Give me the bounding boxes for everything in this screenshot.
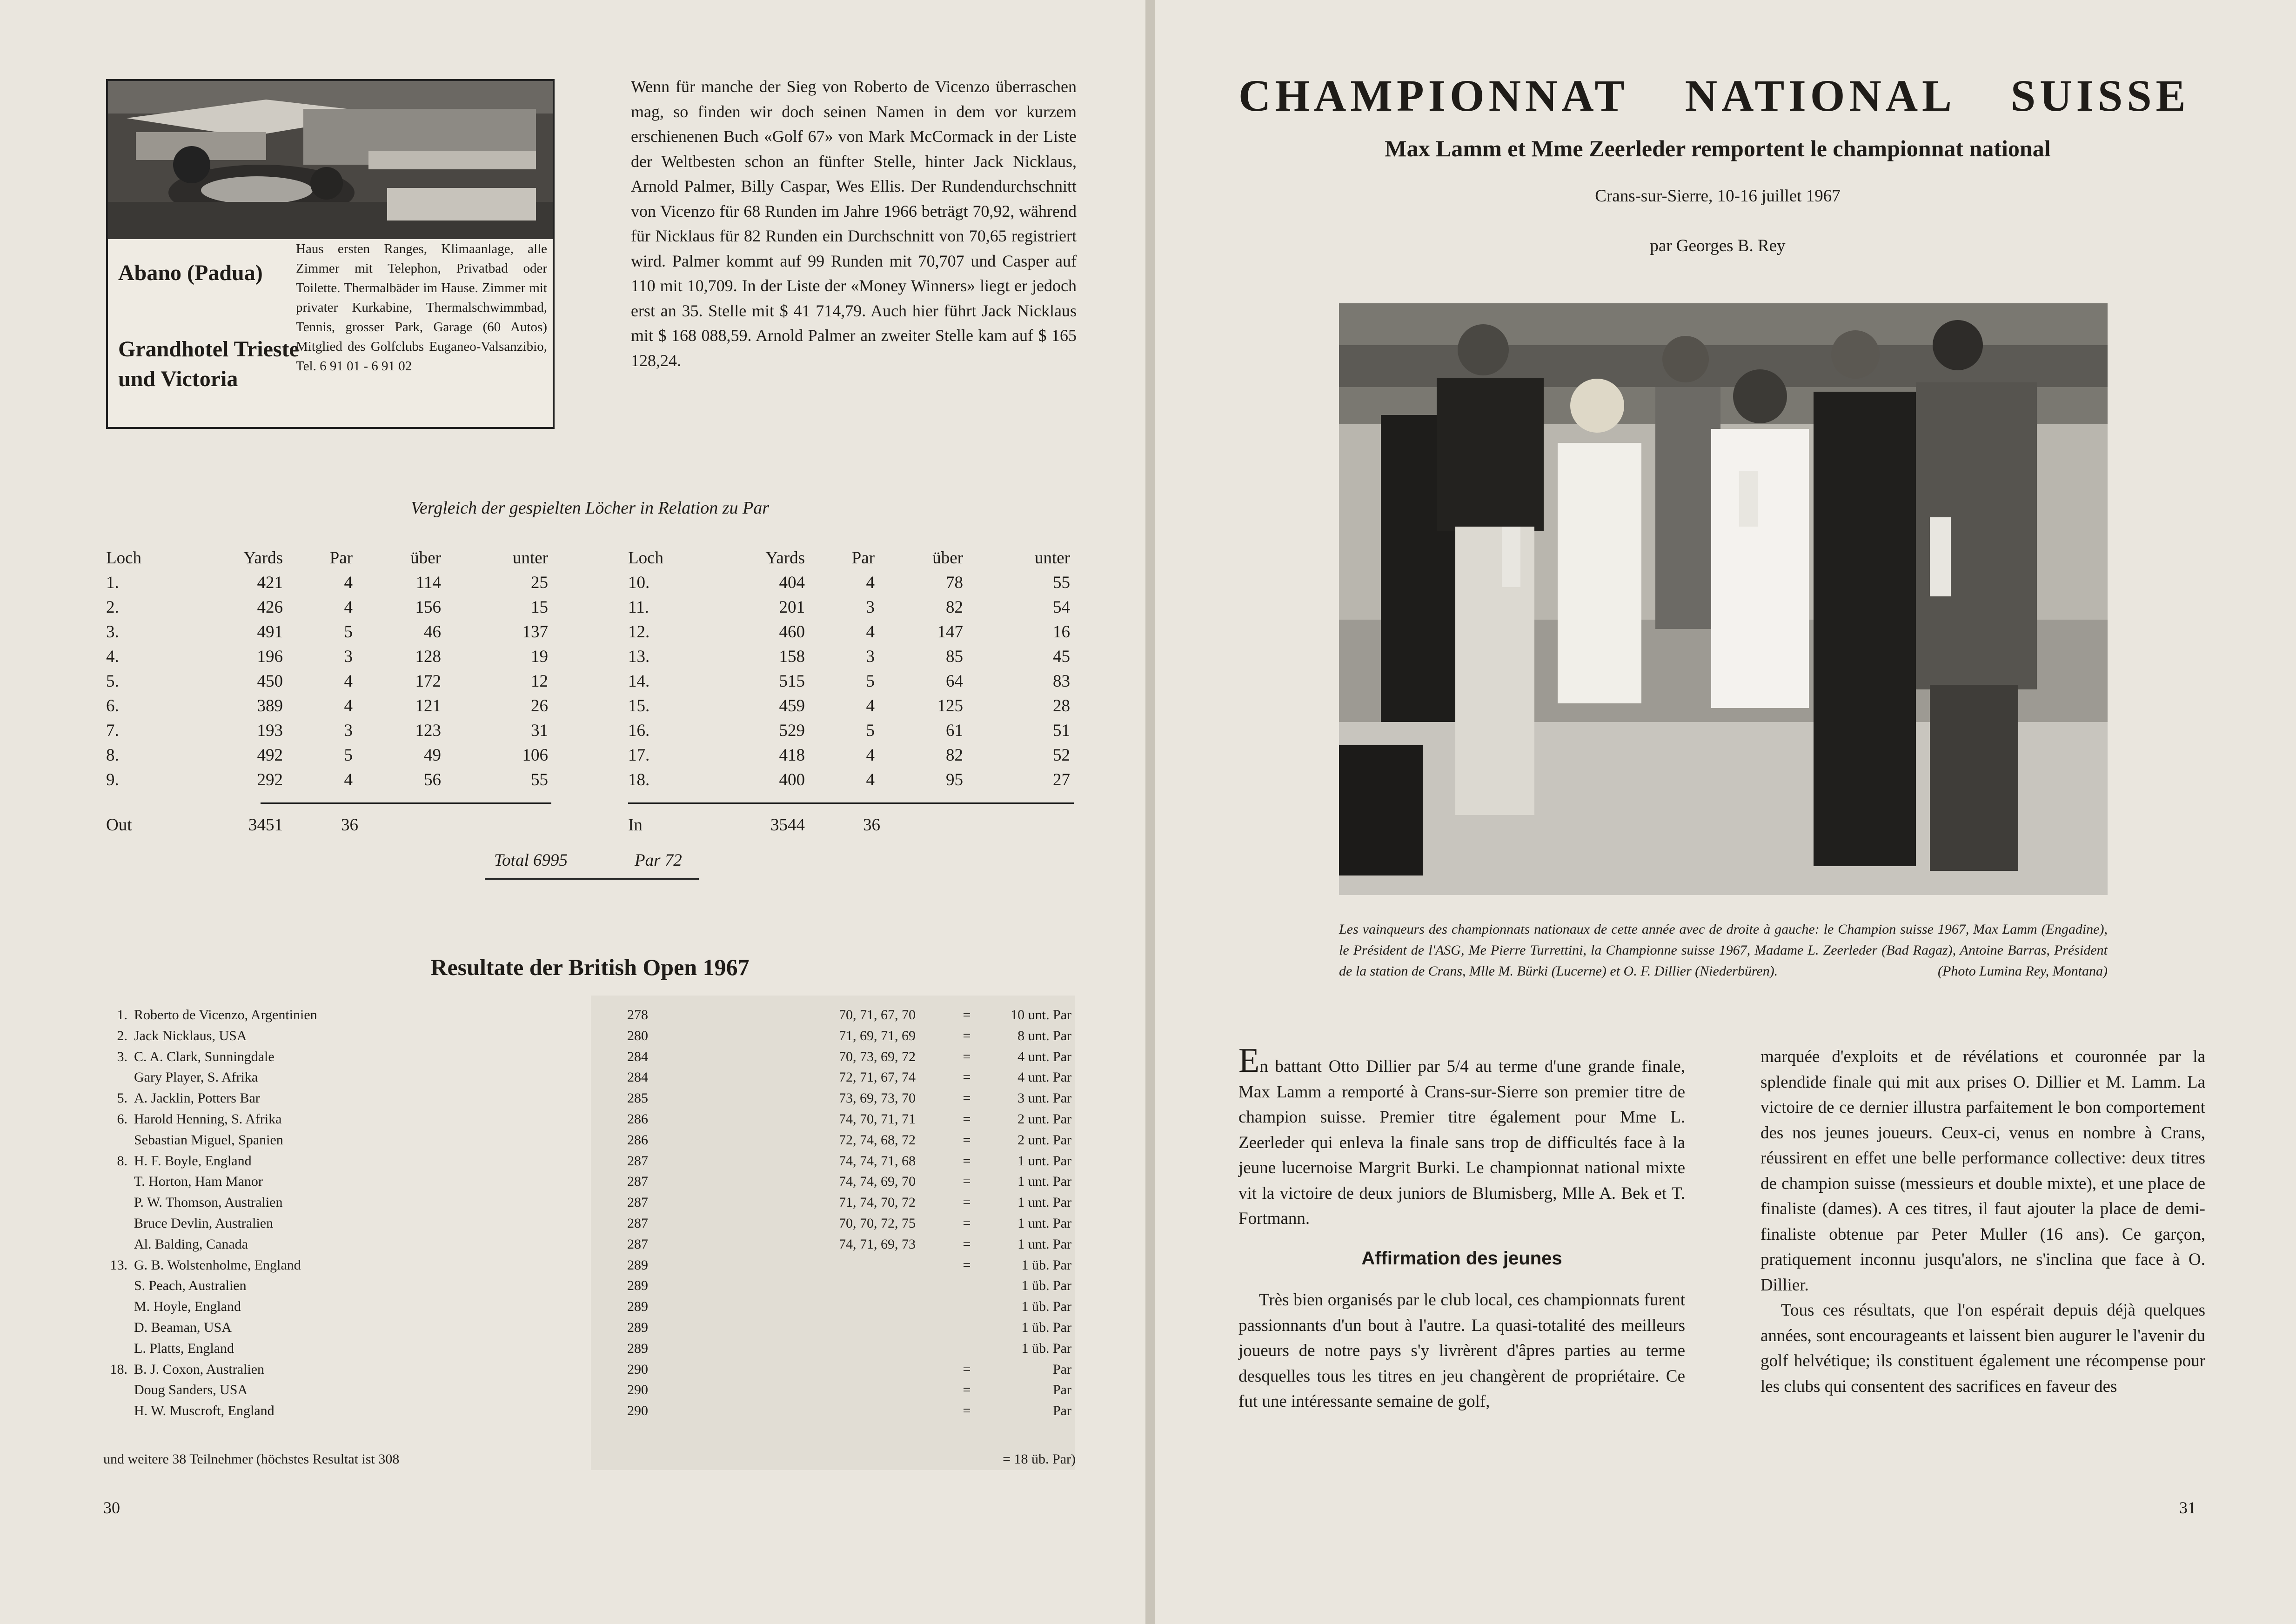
- table-cell: 54: [1053, 598, 1070, 617]
- in-label: In: [628, 815, 643, 835]
- table-header-row: [106, 548, 552, 573]
- table-row: [106, 745, 552, 770]
- table-cell: 5: [344, 746, 353, 765]
- table-cell: 125: [937, 696, 963, 715]
- result-row: [106, 1362, 1074, 1383]
- table-cell: 12.: [628, 622, 650, 642]
- table-cell: 95: [946, 770, 963, 789]
- left-page: [0, 0, 1145, 1624]
- total-par: Par 72: [635, 851, 682, 870]
- article-subtitle: Max Lamm et Mme Zeerleder remportent le championnat national: [1385, 135, 2051, 161]
- relative-to-par: 1 unt. Par: [1017, 1236, 1071, 1252]
- table-cell: 4: [344, 573, 353, 592]
- table-cell: 14.: [628, 672, 650, 691]
- table-cell: 529: [779, 721, 805, 740]
- comparison-total: [485, 850, 699, 875]
- table-row: [106, 696, 552, 721]
- out-yards: 3451: [248, 815, 283, 835]
- relative-to-par: 1 unt. Par: [1017, 1174, 1071, 1190]
- player-name: B. J. Coxon, Australien: [134, 1361, 265, 1377]
- table-cell: 4: [866, 746, 875, 765]
- relative-to-par: 4 unt. Par: [1017, 1049, 1071, 1064]
- table-cell: 404: [779, 573, 805, 592]
- table-cell: 5: [866, 721, 875, 740]
- table-cell: 1.: [106, 573, 119, 592]
- column-header: Loch: [106, 548, 142, 568]
- relative-to-par: 2 unt. Par: [1017, 1111, 1071, 1127]
- article-paragraph-4: Tous ces résultats, que l'on espérait depuis déjà quelques années, sont encourageants et laissent bien augurer le l'avenir du golf helvétique; ils constituent également une récompense pour les clubs qui consentent des sacrifices en faveur des: [1760, 1301, 2205, 1396]
- table-cell: 52: [1053, 746, 1070, 765]
- book-gutter: [1145, 0, 1155, 1624]
- equals-sign: =: [963, 1111, 971, 1127]
- equals-sign: =: [963, 1174, 971, 1190]
- table-cell: 83: [1053, 672, 1070, 691]
- table-divider-front: [261, 802, 551, 804]
- page-number-left: 30: [103, 1498, 120, 1517]
- result-row: [106, 1320, 1074, 1341]
- table-cell: 17.: [628, 746, 650, 765]
- relative-to-par: 1 üb. Par: [1021, 1319, 1071, 1335]
- table-row: [106, 671, 552, 696]
- result-row: [106, 1069, 1074, 1090]
- table-cell: 4: [344, 598, 353, 617]
- table-row: [628, 745, 1074, 770]
- out-par: 36: [341, 815, 358, 835]
- table-cell: 3: [866, 647, 875, 666]
- result-row: [106, 1049, 1074, 1070]
- ad-city: Abano (Padua): [118, 261, 263, 285]
- table-cell: 9.: [106, 770, 119, 789]
- player-rounds: 73, 69, 73, 70: [839, 1090, 916, 1106]
- article-paragraph-2: Très bien organisés par le club local, ces championnats furent passionnants d'un bout à l'autre. La quasi-totalité des meilleurs joueurs de notre pays s'y livrèrent d'âpres parties au terme desquelles tous les titres en jeu changèrent de propriétaire. Ce fut une intéressante semaine de golf,: [1238, 1290, 1685, 1411]
- table-cell: 11.: [628, 598, 649, 617]
- player-total: 287: [627, 1153, 648, 1169]
- table-cell: 172: [415, 672, 441, 691]
- player-total: 289: [627, 1278, 648, 1294]
- table-cell: 114: [415, 573, 441, 592]
- player-rounds: 71, 74, 70, 72: [839, 1195, 916, 1210]
- comparison-out-row: [106, 815, 552, 840]
- article-column-1: [1238, 1042, 1685, 1415]
- table-cell: 4: [866, 622, 875, 642]
- player-total: 287: [627, 1195, 648, 1210]
- relative-to-par: Par: [1053, 1361, 1071, 1377]
- table-cell: 49: [424, 746, 441, 765]
- table-cell: 56: [424, 770, 441, 789]
- article-title: CHAMPIONNAT NATIONAL SUISSE: [1238, 71, 2190, 120]
- relative-to-par: 1 unt. Par: [1017, 1195, 1071, 1210]
- table-cell: 158: [779, 647, 805, 666]
- player-rounds: 74, 74, 69, 70: [839, 1174, 916, 1190]
- table-cell: 25: [531, 573, 548, 592]
- relative-to-par: 3 unt. Par: [1017, 1090, 1071, 1106]
- table-cell: 418: [779, 746, 805, 765]
- table-cell: 3.: [106, 622, 119, 642]
- result-row: [106, 1153, 1074, 1174]
- table-cell: 450: [257, 672, 283, 691]
- paragraph-1-text: n battant Otto Dillier par 5/4 au terme d'une grande finale, Max Lamm a remporté à Crans-sur-Sierre son premier titre de champion suisse. Premier titre également pour Mme L. Zeerleder qui enleva la finale sans trop de difficultés face à la jeune lucernoise Margrit Burki. Le championnat national mixte vit la victoire de deux juniors de Blumisberg, Mlle A. Bek et T. Fortmann.: [1238, 1057, 1685, 1228]
- table-cell: 389: [257, 696, 283, 715]
- table-cell: 4: [866, 696, 875, 715]
- player-name: Doug Sanders, USA: [134, 1382, 248, 1398]
- table-cell: 85: [946, 647, 963, 666]
- relative-to-par: 1 üb. Par: [1021, 1278, 1071, 1294]
- intro-paragraph: Wenn für manche der Sieg von Roberto de Vicenzo überraschen mag, so finden wir doch seinen Namen in dem vor kurzem erschienenen Buch «Golf 67» von Mark McCormack in der Liste der Weltbesten schon an fünfter Stelle, hinter Jack Nicklaus, Arnold Palmer, Billy Caspar, Wes Ellis. Der Rundendurchschnitt von Vicenzo für 68 Runden im Jahre 1966 beträgt 70,92, während für Nicklaus für 82 Runden ein Durchschnitt von 70,65 registriert wird. Palmer kommt auf 99 Runden mit 70,707 und Casper auf 110 mit 10,709. In der Liste der «Money Winners» liegt er jedoch erst an 35. Stelle mit $ 41 714,79. Auch hier führt Jack Nicklaus mit $ 168 088,59. Arnold Palmer an zweiter Stelle kam auf $ 165 128,24.: [631, 77, 1077, 370]
- result-row: [106, 1216, 1074, 1236]
- table-row: [106, 597, 552, 622]
- table-cell: 8.: [106, 746, 119, 765]
- comparison-in-row: [628, 815, 1074, 840]
- player-name: G. B. Wolstenholme, England: [134, 1257, 301, 1273]
- table-row: [628, 647, 1074, 671]
- table-row: [628, 622, 1074, 647]
- player-name: T. Horton, Ham Manor: [134, 1174, 263, 1190]
- player-rounds: 74, 70, 71, 71: [839, 1111, 916, 1127]
- table-cell: 4: [344, 672, 353, 691]
- table-cell: 4: [866, 573, 875, 592]
- article-paragraph-3: marquée d'exploits et de révélations et couronnée par la splendide finale qui mit aux prises O. Dillier et M. Lamm. La victoire de ce dernier illustra parfaitement le bon comportement des nos jeunes joueurs. Ceux-ci, venus en nombre à Crans, réussirent en effet une belle performance collective: deux titres de champion suisse (messieurs et double mixte), et une place de finaliste (dames). A ces titres, il faut ajouter la place de demi-finaliste obtenue par Peter Muller (16 ans). Ce garçon, pratiquement inconnu jusqu'alors, ne s'inclina que face à O. Dillier.: [1760, 1047, 2205, 1295]
- relative-to-par: 10 unt. Par: [1011, 1007, 1071, 1023]
- table-row: [628, 721, 1074, 745]
- relative-to-par: 8 unt. Par: [1017, 1028, 1071, 1043]
- out-label: Out: [106, 815, 132, 835]
- article-date-place: Crans-sur-Sierre, 10-16 juillet 1967: [1595, 187, 1841, 206]
- table-cell: 193: [257, 721, 283, 740]
- ad-description: Haus ersten Ranges, Klimaanlage, alle Zimmer mit Telephon, Privatbad oder Toilette. Thermalbäder im Hause. Zimmer mit privater Kurkabine, Thermalschwimmbad, Tennis, grosser Park, Garage (60 Autos) Mitglied des Golfclubs Euganeo-Valsanzibio, Tel. 6 91 01 - 6 91 02: [296, 241, 547, 374]
- photo-caption: [1339, 919, 2108, 982]
- table-cell: 2.: [106, 598, 119, 617]
- equals-sign: =: [963, 1049, 971, 1064]
- player-name: L. Platts, England: [134, 1340, 234, 1356]
- table-cell: 4: [344, 770, 353, 789]
- table-cell: 15: [531, 598, 548, 617]
- right-page: [1155, 0, 2296, 1624]
- table-cell: 28: [1053, 696, 1070, 715]
- ad-hotel-name: Grandhotel Trieste und Victoria: [118, 337, 299, 391]
- player-total: 289: [627, 1340, 648, 1356]
- table-cell: 78: [946, 573, 963, 592]
- equals-sign: =: [963, 1069, 971, 1085]
- table-cell: 515: [779, 672, 805, 691]
- player-total: 286: [627, 1111, 648, 1127]
- result-row: [106, 1007, 1074, 1028]
- player-total: 280: [627, 1028, 648, 1043]
- column-header: Par: [851, 548, 875, 568]
- player-total: 278: [627, 1007, 648, 1023]
- photo-credit: (Photo Lumina Rey, Montana): [1938, 963, 2108, 979]
- table-divider-back: [628, 802, 1074, 804]
- table-cell: 426: [257, 598, 283, 617]
- relative-to-par: 4 unt. Par: [1017, 1069, 1071, 1085]
- player-rounds: 74, 74, 71, 68: [839, 1153, 916, 1169]
- equals-sign: =: [963, 1195, 971, 1210]
- relative-to-par: Par: [1053, 1382, 1071, 1398]
- player-name: H. W. Muscroft, England: [134, 1403, 274, 1419]
- relative-to-par: 1 unt. Par: [1017, 1153, 1071, 1169]
- table-cell: 4: [866, 770, 875, 789]
- section-subhead: Affirmation des jeunes: [1361, 1248, 1562, 1269]
- result-rank: 5.: [117, 1090, 127, 1106]
- table-row: [106, 647, 552, 671]
- relative-to-par: 1 üb. Par: [1021, 1340, 1071, 1356]
- comparison-table-back: [628, 548, 1074, 795]
- player-name: Roberto de Vicenzo, Argentinien: [134, 1007, 317, 1023]
- table-cell: 156: [415, 598, 441, 617]
- equals-sign: =: [963, 1403, 971, 1419]
- table-cell: 201: [779, 598, 805, 617]
- column-header: Loch: [628, 548, 664, 568]
- player-name: C. A. Clark, Sunningdale: [134, 1049, 274, 1064]
- table-cell: 51: [1053, 721, 1070, 740]
- result-row: [106, 1299, 1074, 1320]
- table-cell: 64: [946, 672, 963, 691]
- caption-text: Les vainqueurs des championnats nationaux de cette année avec de droite à gauche: le Champion suisse 1967, Max Lamm (Engadine), le Président de l'ASG, Me Pierre Turrettini, la Championne suisse 1967, Madame L. Zeerleder (Bad Ragaz), Antoine Barras, Président de la station de Crans, Mlle M. Bürki (Lucerne) et O. F. Dillier (Niederbüren).: [1339, 922, 2108, 979]
- player-total: 290: [627, 1361, 648, 1377]
- footnote-text: und weitere 38 Teilnehmer (höchstes Resultat ist 308: [103, 1451, 400, 1467]
- table-cell: 82: [946, 598, 963, 617]
- table-cell: 4.: [106, 647, 119, 666]
- relative-to-par: 2 unt. Par: [1017, 1132, 1071, 1148]
- total-underline: [485, 878, 699, 880]
- player-name: P. W. Thomson, Australien: [134, 1195, 283, 1210]
- player-name: Sebastian Miguel, Spanien: [134, 1132, 283, 1148]
- player-rounds: 74, 71, 69, 73: [839, 1236, 916, 1252]
- table-cell: 61: [946, 721, 963, 740]
- table-cell: 16.: [628, 721, 650, 740]
- table-cell: 10.: [628, 573, 650, 592]
- relative-to-par: 1 üb. Par: [1021, 1257, 1071, 1273]
- equals-sign: =: [963, 1007, 971, 1023]
- equals-sign: =: [963, 1132, 971, 1148]
- footnote-rel: = 18 üb. Par): [1003, 1451, 1076, 1467]
- article-paragraph-1: [1238, 1042, 1685, 1232]
- result-rank: 6.: [117, 1111, 127, 1127]
- table-row: [628, 770, 1074, 795]
- result-rank: 8.: [117, 1153, 127, 1169]
- table-cell: 46: [424, 622, 441, 642]
- result-row: [106, 1341, 1074, 1362]
- table-cell: 31: [531, 721, 548, 740]
- equals-sign: =: [963, 1090, 971, 1106]
- comparison-table-front: [106, 548, 552, 795]
- result-row: [106, 1195, 1074, 1216]
- equals-sign: =: [963, 1361, 971, 1377]
- table-cell: 292: [257, 770, 283, 789]
- player-total: 285: [627, 1090, 648, 1106]
- table-row: [106, 622, 552, 647]
- equals-sign: =: [963, 1153, 971, 1169]
- player-rounds: 70, 73, 69, 72: [839, 1049, 916, 1064]
- table-row: [106, 770, 552, 795]
- result-row: [106, 1257, 1074, 1278]
- column-header: Yards: [765, 548, 805, 568]
- table-cell: 460: [779, 622, 805, 642]
- player-rounds: 72, 74, 68, 72: [839, 1132, 916, 1148]
- equals-sign: =: [963, 1215, 971, 1231]
- table-row: [628, 573, 1074, 597]
- table-row: [106, 721, 552, 745]
- result-rank: 2.: [117, 1028, 127, 1043]
- drop-cap: E: [1238, 1042, 1260, 1080]
- table-cell: 121: [415, 696, 441, 715]
- british-open-title: Resultate der British Open 1967: [430, 954, 750, 980]
- player-name: Al. Balding, Canada: [134, 1236, 248, 1252]
- player-total: 289: [627, 1319, 648, 1335]
- table-cell: 3: [344, 647, 353, 666]
- table-cell: 106: [522, 746, 548, 765]
- table-cell: 491: [257, 622, 283, 642]
- player-total: 287: [627, 1174, 648, 1190]
- column-header: unter: [1034, 548, 1070, 568]
- table-cell: 196: [257, 647, 283, 666]
- winners-photo: [1339, 303, 2108, 895]
- player-total: 284: [627, 1049, 648, 1064]
- column-header: Yards: [243, 548, 283, 568]
- result-rank: 13.: [110, 1257, 127, 1273]
- equals-sign: =: [963, 1028, 971, 1043]
- player-name: A. Jacklin, Potters Bar: [134, 1090, 260, 1106]
- relative-to-par: 1 unt. Par: [1017, 1215, 1071, 1231]
- player-name: Jack Nicklaus, USA: [134, 1028, 247, 1043]
- column-header: Par: [329, 548, 353, 568]
- table-cell: 55: [531, 770, 548, 789]
- table-cell: 55: [1053, 573, 1070, 592]
- player-rounds: 72, 71, 67, 74: [839, 1069, 916, 1085]
- player-name: D. Beaman, USA: [134, 1319, 232, 1335]
- comparison-title: Vergleich der gespielten Löcher in Relation zu Par: [410, 498, 770, 518]
- column-header: über: [932, 548, 963, 568]
- player-total: 290: [627, 1403, 648, 1419]
- player-name: H. F. Boyle, England: [134, 1153, 252, 1169]
- result-row: [106, 1236, 1074, 1257]
- player-rounds: 71, 69, 71, 69: [839, 1028, 916, 1043]
- table-row: [628, 671, 1074, 696]
- equals-sign: =: [963, 1382, 971, 1398]
- result-row: [106, 1403, 1074, 1424]
- player-name: S. Peach, Australien: [134, 1278, 247, 1294]
- page-number-right: 31: [2179, 1498, 2196, 1517]
- table-cell: 492: [257, 746, 283, 765]
- relative-to-par: 1 üb. Par: [1021, 1299, 1071, 1315]
- result-rank: 1.: [117, 1007, 127, 1023]
- player-total: 287: [627, 1215, 648, 1231]
- table-cell: 5: [866, 672, 875, 691]
- result-row: [106, 1132, 1074, 1153]
- results-footnote: [103, 1451, 1076, 1467]
- result-rank: 3.: [117, 1049, 127, 1064]
- hotel-photo: [108, 81, 553, 239]
- result-rank: 18.: [110, 1361, 127, 1377]
- table-cell: 4: [344, 696, 353, 715]
- in-par: 36: [863, 815, 880, 835]
- player-rounds: 70, 70, 72, 75: [839, 1215, 916, 1231]
- table-cell: 128: [415, 647, 441, 666]
- table-cell: 12: [531, 672, 548, 691]
- table-cell: 3: [866, 598, 875, 617]
- british-open-results: [106, 1007, 1074, 1424]
- table-cell: 15.: [628, 696, 650, 715]
- total-yards: Total 6995: [494, 851, 568, 870]
- player-name: Bruce Devlin, Australien: [134, 1215, 274, 1231]
- table-cell: 13.: [628, 647, 650, 666]
- player-total: 287: [627, 1236, 648, 1252]
- relative-to-par: Par: [1053, 1403, 1071, 1419]
- result-row: [106, 1028, 1074, 1049]
- table-row: [628, 696, 1074, 721]
- table-cell: 123: [415, 721, 441, 740]
- player-rounds: 70, 71, 67, 70: [839, 1007, 916, 1023]
- table-cell: 16: [1053, 622, 1070, 642]
- equals-sign: =: [963, 1236, 971, 1252]
- result-row: [106, 1382, 1074, 1403]
- table-cell: 3: [344, 721, 353, 740]
- player-total: 289: [627, 1299, 648, 1315]
- player-total: 286: [627, 1132, 648, 1148]
- table-cell: 27: [1053, 770, 1070, 789]
- result-row: [106, 1090, 1074, 1111]
- table-cell: 137: [522, 622, 548, 642]
- table-row: [106, 573, 552, 597]
- table-cell: 5: [344, 622, 353, 642]
- table-cell: 421: [257, 573, 283, 592]
- result-row: [106, 1111, 1074, 1132]
- table-cell: 82: [946, 746, 963, 765]
- table-cell: 5.: [106, 672, 119, 691]
- column-header: über: [410, 548, 441, 568]
- result-row: [106, 1174, 1074, 1195]
- table-header-row: [628, 548, 1074, 573]
- table-cell: 459: [779, 696, 805, 715]
- table-cell: 400: [779, 770, 805, 789]
- player-name: M. Hoyle, England: [134, 1299, 241, 1315]
- table-cell: 7.: [106, 721, 119, 740]
- table-cell: 6.: [106, 696, 119, 715]
- result-row: [106, 1278, 1074, 1299]
- player-name: Gary Player, S. Afrika: [134, 1069, 258, 1085]
- table-cell: 26: [531, 696, 548, 715]
- table-cell: 45: [1053, 647, 1070, 666]
- equals-sign: =: [963, 1257, 971, 1273]
- table-cell: 147: [937, 622, 963, 642]
- article-author: par Georges B. Rey: [1650, 236, 1786, 255]
- in-yards: 3544: [770, 815, 805, 835]
- player-total: 289: [627, 1257, 648, 1273]
- hotel-advertisement: [106, 79, 555, 429]
- table-row: [628, 597, 1074, 622]
- table-cell: 19: [531, 647, 548, 666]
- player-total: 290: [627, 1382, 648, 1398]
- player-name: Harold Henning, S. Afrika: [134, 1111, 282, 1127]
- article-column-2: [1760, 1044, 2205, 1399]
- table-cell: 18.: [628, 770, 650, 789]
- player-total: 284: [627, 1069, 648, 1085]
- column-header: unter: [512, 548, 548, 568]
